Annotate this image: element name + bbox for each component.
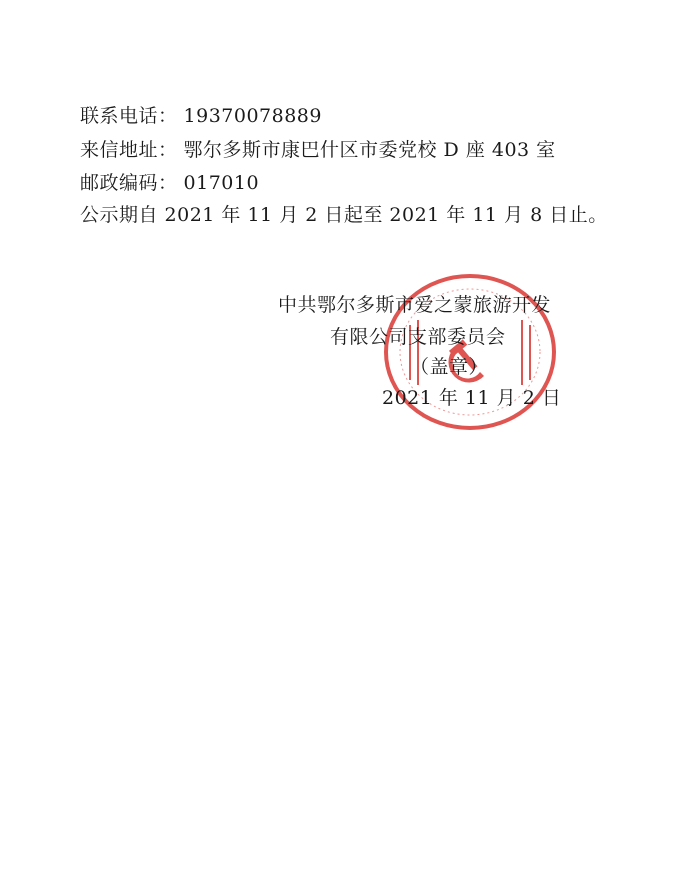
org-name-line1: 中共鄂尔多斯市爱之蒙旅游开发	[278, 294, 552, 316]
phone-label: 联系电话：	[80, 105, 178, 127]
address-line	[80, 135, 556, 162]
postcode-value: 017010	[183, 172, 260, 194]
postcode-line	[80, 168, 259, 195]
publicity-period: 公示期自 2021 年 11 月 2 日起至 2021 年 11 月 8 日止。	[80, 204, 608, 226]
seal-note: （盖章）	[410, 356, 489, 378]
address-label: 来信地址：	[80, 139, 178, 161]
phone-line	[80, 101, 322, 128]
phone-value: 19370078889	[183, 105, 322, 127]
address-value: 鄂尔多斯市康巴什区市委党校 D 座 403 室	[183, 139, 556, 161]
org-name-line2: 有限公司支部委员会	[330, 326, 506, 348]
postcode-label: 邮政编码：	[80, 172, 178, 194]
signature-date: 2021 年 11 月 2 日	[382, 387, 562, 409]
